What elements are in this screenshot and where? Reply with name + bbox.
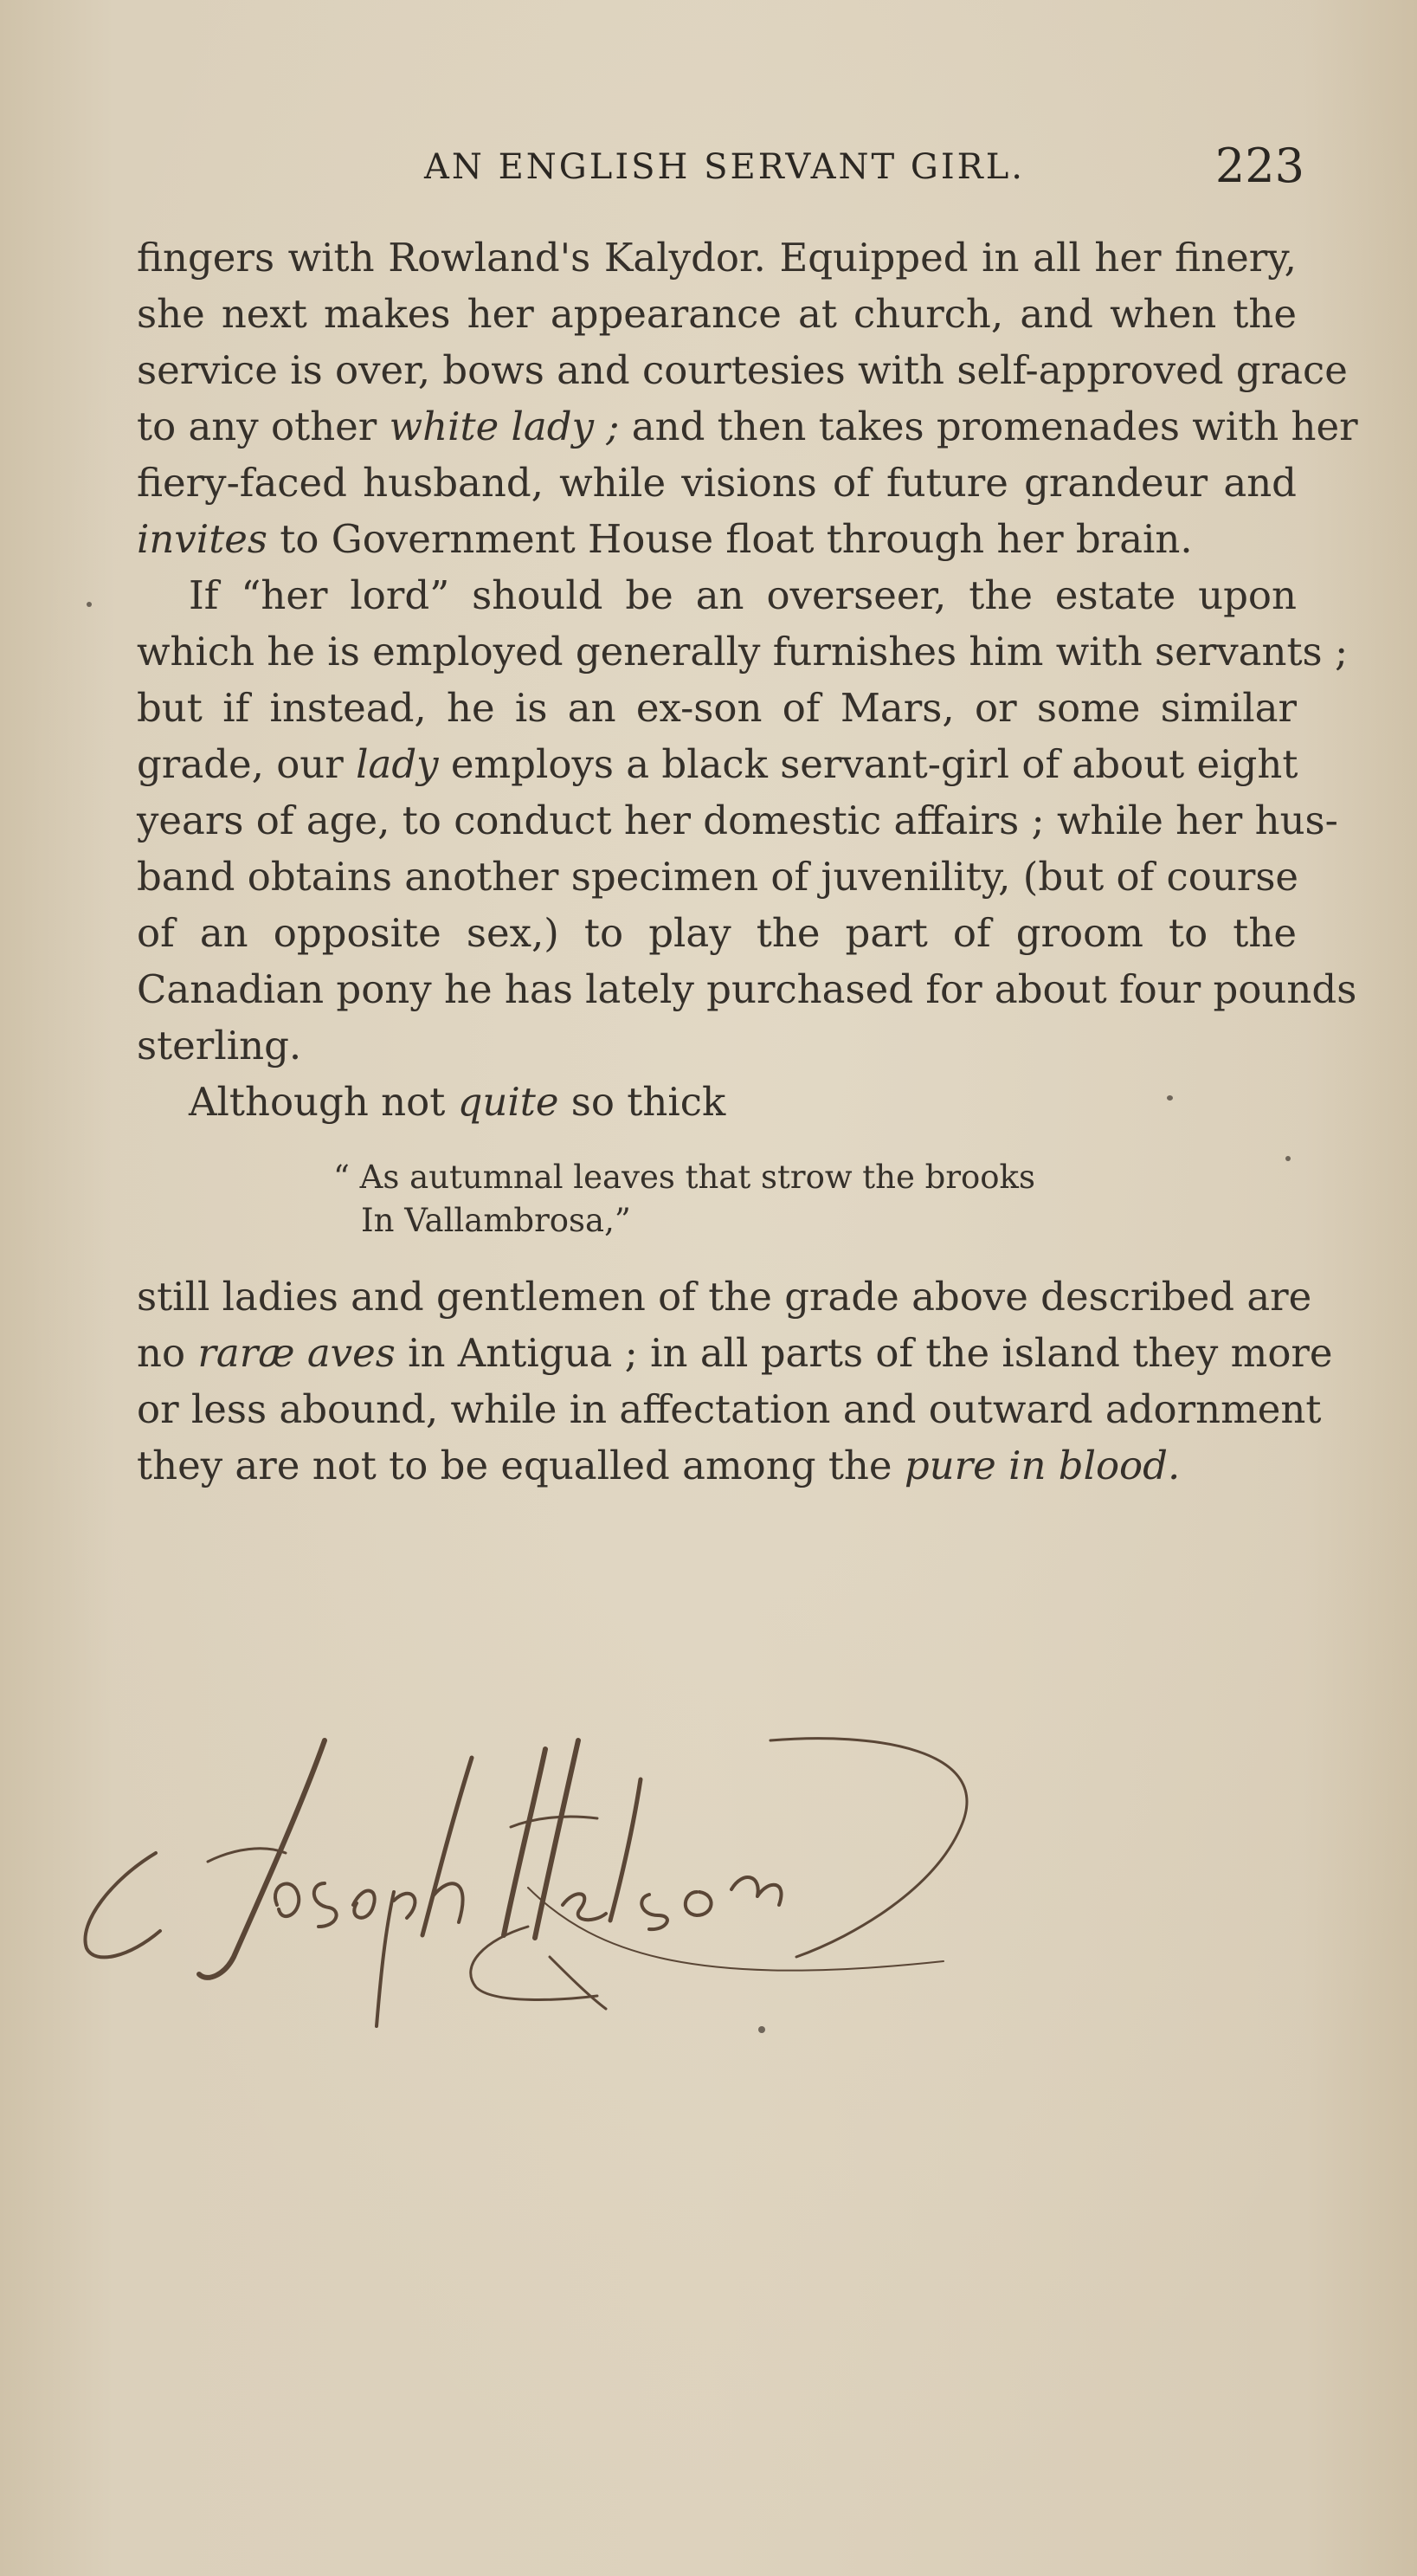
text-fragment: they are not to be equalled among the xyxy=(137,1443,905,1488)
handwritten-signature xyxy=(78,1697,1099,2061)
italic-phrase: quite xyxy=(457,1079,559,1125)
text-line xyxy=(137,398,1358,455)
closing-text-block xyxy=(137,1269,1333,1494)
paper-speck xyxy=(87,602,92,607)
text-line: but if instead, he is an ex-son of Mars, or some similar xyxy=(137,685,1297,731)
text-fragment: Although not xyxy=(189,1079,458,1125)
italic-phrase: invites xyxy=(137,516,267,562)
text-line: years of age, to conduct her domestic affairs ; while her hus- xyxy=(137,797,1338,843)
text-line: which he is employed generally furnishes him with servants ; xyxy=(137,629,1349,675)
italic-phrase: raræ aves xyxy=(197,1330,396,1376)
quotation-line: “ As autumnal leaves that strow the brooks xyxy=(333,1159,1035,1196)
page-number: 223 xyxy=(1214,139,1304,193)
paper-speck xyxy=(1167,1095,1173,1101)
text-line: service is over, bows and courtesies with self-approved grace xyxy=(137,347,1348,393)
text-line xyxy=(137,736,1297,792)
text-fragment: no xyxy=(137,1330,198,1376)
paper-speck xyxy=(758,2026,765,2033)
text-line: If “her lord” should be an overseer, the estate upon xyxy=(189,572,1297,618)
paper-speck xyxy=(1285,1156,1291,1161)
verse-quotation xyxy=(333,1156,1035,1243)
text-fragment: to any other xyxy=(137,404,390,449)
text-line xyxy=(137,511,1297,567)
text-line: sterling. xyxy=(137,1023,302,1068)
text-fragment: so thick xyxy=(558,1079,726,1125)
text-fragment: employs a black servant-girl of about eight xyxy=(438,741,1298,787)
text-line xyxy=(137,1325,1333,1381)
text-line xyxy=(137,1437,1297,1494)
text-line: of an opposite sex,) to play the part of groom to the xyxy=(137,910,1297,956)
main-text-block xyxy=(137,229,1358,1130)
text-line: Canadian pony he has lately purchased for about four pounds xyxy=(137,966,1357,1012)
text-fragment: and then takes promenades with her xyxy=(619,404,1358,449)
text-line: or less abound, while in affectation and outward adornment xyxy=(137,1386,1322,1432)
running-title: AN ENGLISH SERVANT GIRL. xyxy=(424,147,1026,187)
text-line: fingers with Rowland's Kalydor. Equipped in all her finery, xyxy=(137,235,1297,281)
signature-strokes xyxy=(85,1739,967,2026)
text-line: still ladies and gentlemen of the grade above described are xyxy=(137,1274,1312,1320)
text-fragment: to Government House float through her brain. xyxy=(267,516,1193,562)
italic-phrase: white lady ; xyxy=(389,404,620,449)
text-fragment: grade, our xyxy=(137,741,357,787)
text-line xyxy=(137,1074,1297,1130)
italic-phrase: pure in blood. xyxy=(904,1443,1181,1488)
quotation-line: In Vallambrosa,” xyxy=(361,1202,631,1239)
text-fragment: in Antigua ; in all parts of the island they more xyxy=(395,1330,1333,1376)
text-line: she next makes her appearance at church, and when the xyxy=(137,291,1297,337)
text-line: fiery-faced husband, while visions of future grandeur and xyxy=(137,460,1297,506)
italic-phrase: lady xyxy=(356,741,439,787)
text-line: band obtains another specimen of juvenility, (but of course xyxy=(137,854,1299,900)
